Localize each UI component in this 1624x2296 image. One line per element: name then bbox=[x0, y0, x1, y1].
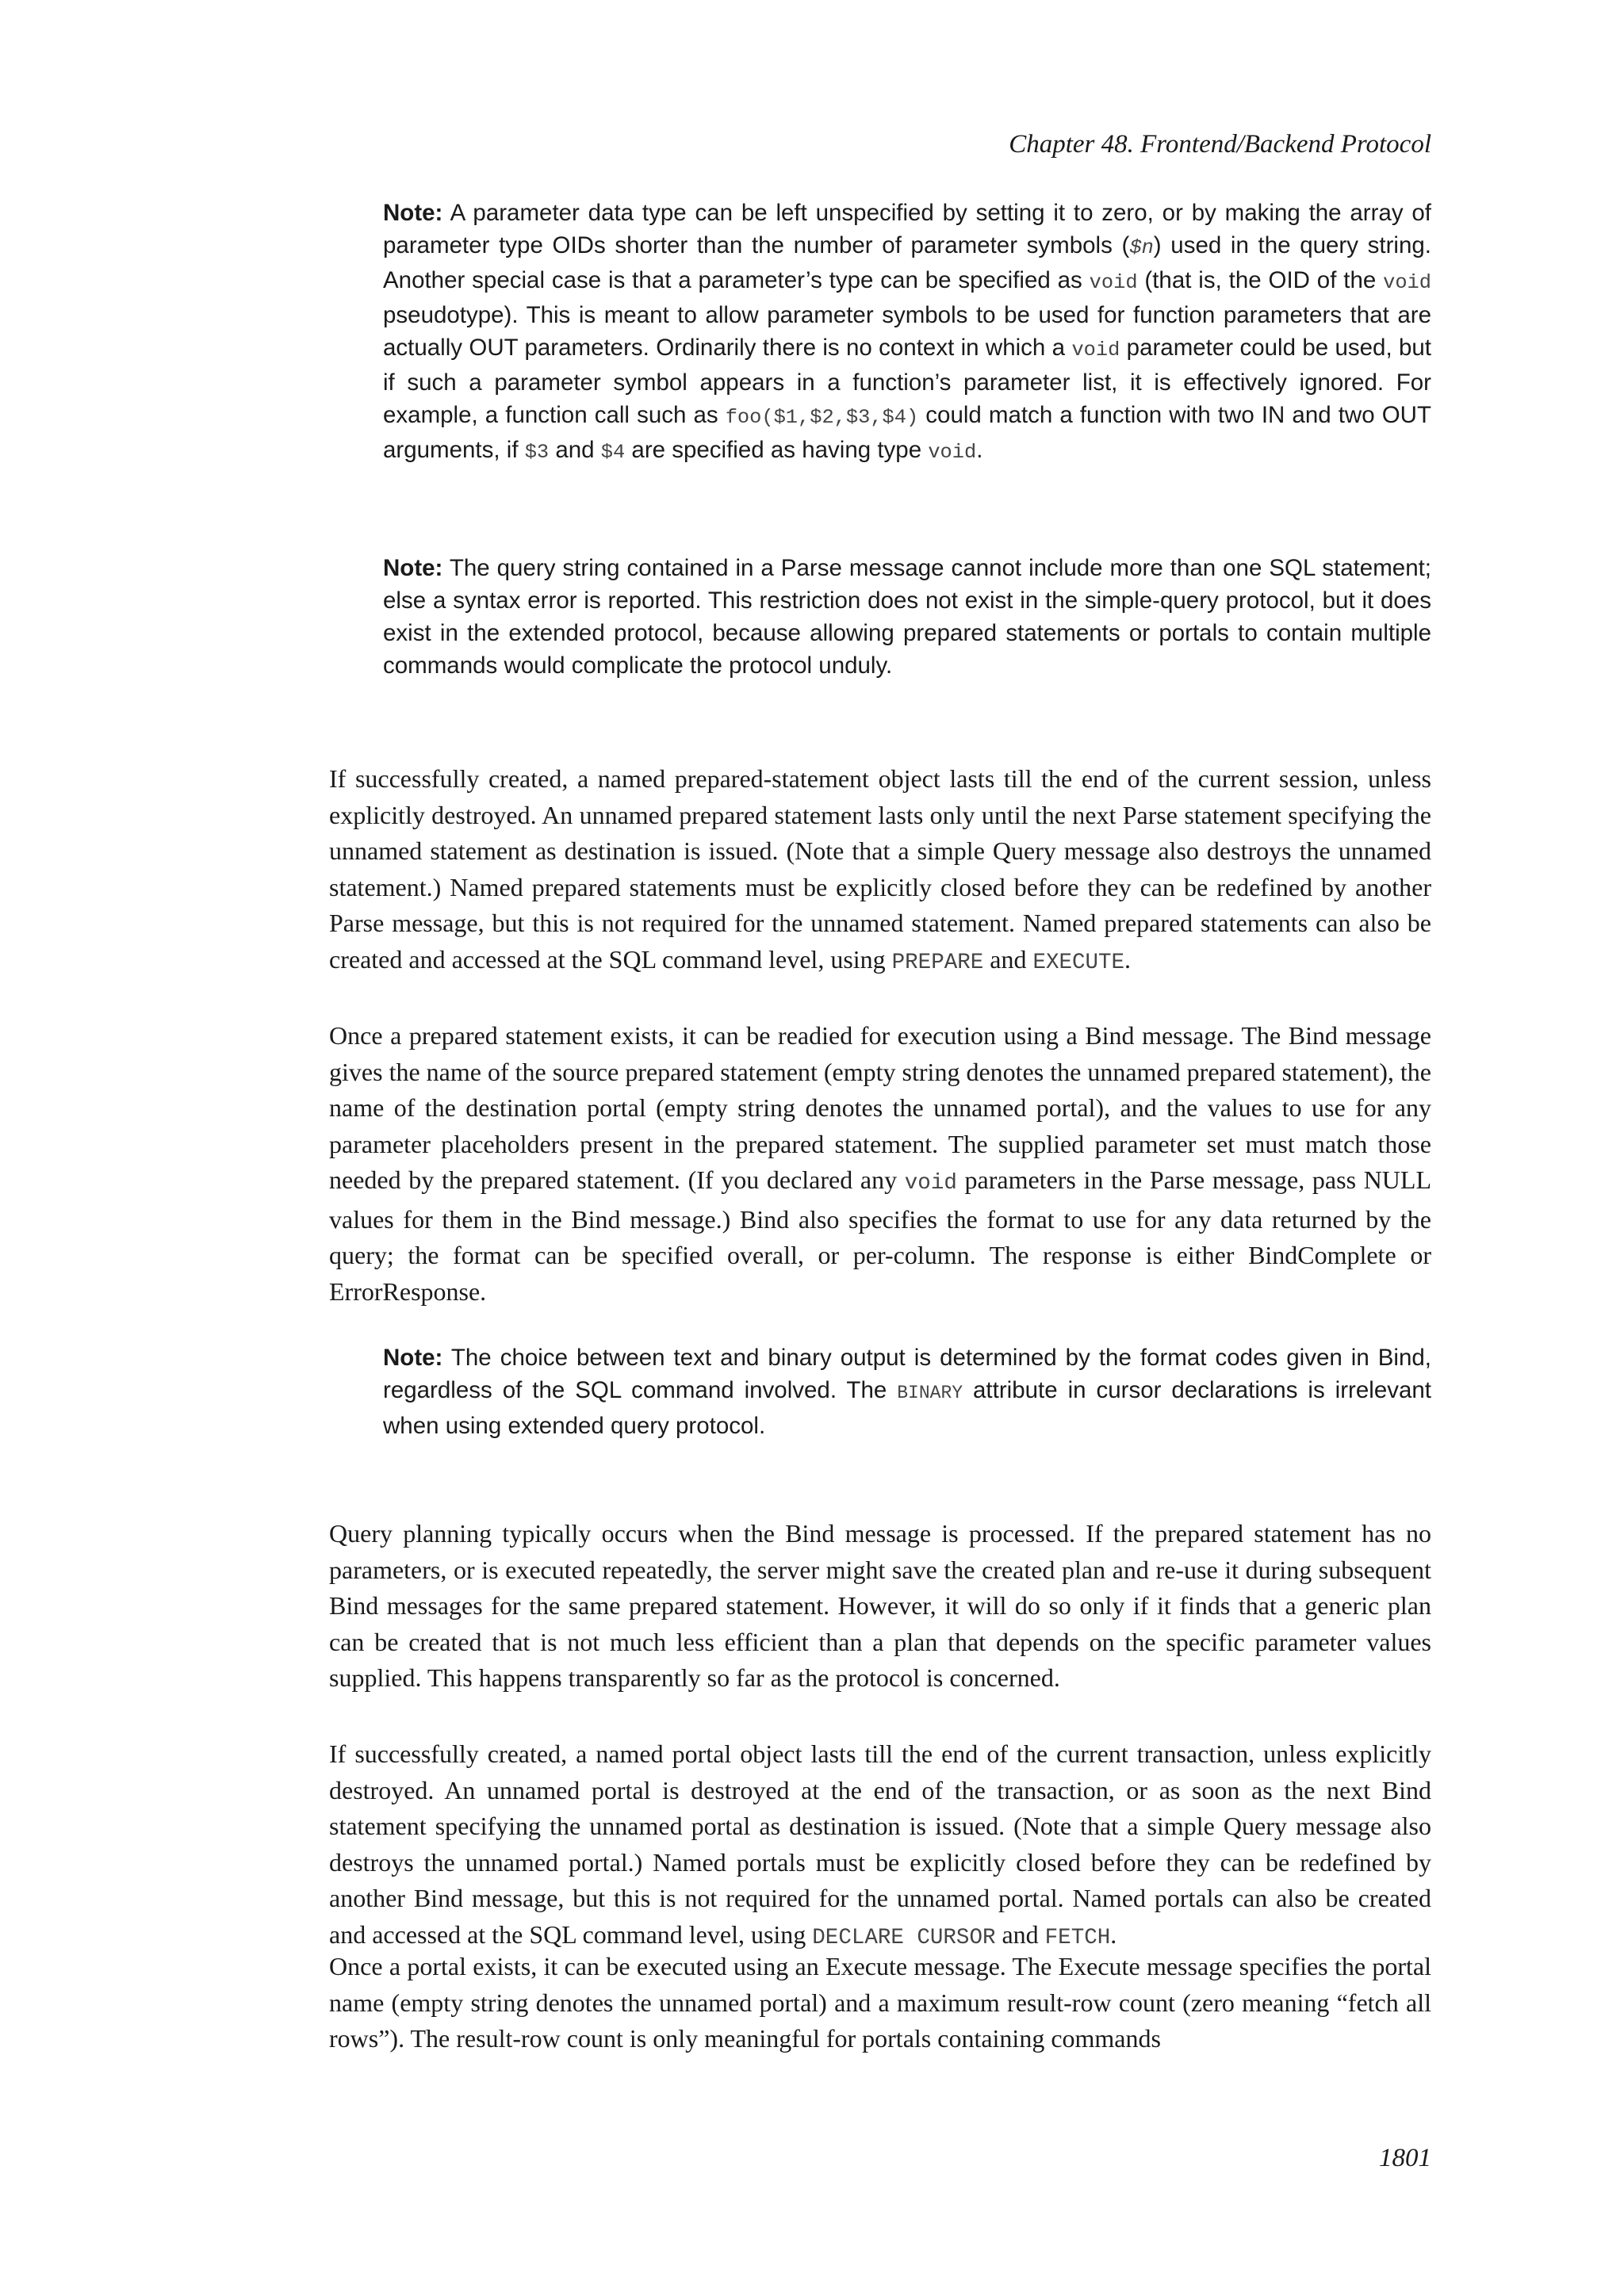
text: and bbox=[549, 437, 601, 463]
note-label: Note: bbox=[383, 1345, 443, 1371]
code: FETCH bbox=[1044, 1925, 1111, 1950]
text: . bbox=[1110, 1919, 1117, 1949]
page-number: 1801 bbox=[1379, 2144, 1431, 2172]
code: $n bbox=[1129, 236, 1154, 259]
text: A parameter data type can be left unspecified by setting it to zero, or by making the array of parameter type OIDs shorter than the number of parameter symbols ( bbox=[383, 200, 1431, 258]
code: PREPARE bbox=[891, 950, 984, 975]
code: EXECUTE bbox=[1032, 950, 1125, 975]
paragraph-execute-message: Once a portal exists, it can be executed using an Execute message. The Execute message specifies the portal name (empty string denotes the unnamed portal) and a maximum result-row count (zero meaning “fetch all rows”). The result-row count is only meaningful for portals containing commands bbox=[329, 1952, 1431, 2053]
text: parameter could be used, but if such a parameter symbol appears in a function’s parameter list, it is effectively ignored. For example, a function call such as bbox=[383, 335, 1431, 428]
text: and bbox=[983, 944, 1033, 974]
text: and bbox=[995, 1919, 1045, 1949]
text: (that is, the OID of the bbox=[1137, 267, 1384, 293]
code: BINARY bbox=[897, 1383, 963, 1403]
code: $3 bbox=[524, 441, 550, 464]
paragraph-prepared-statement-lifetime bbox=[329, 761, 1431, 981]
text: are specified as having type bbox=[625, 437, 929, 463]
code: void bbox=[1383, 271, 1431, 294]
code: void bbox=[1071, 339, 1120, 362]
note-label: Note: bbox=[383, 200, 443, 226]
note-label: Note: bbox=[383, 555, 443, 581]
code: DECLARE CURSOR bbox=[812, 1925, 996, 1950]
text: The choice between text and binary output is determined by the format codes given in Bind, regardless of the SQL command involved. The bbox=[383, 1345, 1431, 1403]
note-binary-output bbox=[383, 1341, 1431, 1442]
code: $4 bbox=[600, 441, 626, 464]
note-parameter-types bbox=[383, 197, 1431, 469]
text: Once a prepared statement exists, it can be readied for execution using a Bind message. The Bind message gives the name of the source prepared statement (empty string denotes the unnamed prepared statement), the name of the destination portal (empty string denotes the unnamed portal), and the values to use for any parameter placeholders present in the prepared statement. The supplied parameter set must match those needed by the prepared statement. (If you declared any bbox=[329, 1021, 1431, 1194]
text: attribute in cursor declarations is irrelevant when using extended query protocol. bbox=[383, 1377, 1432, 1439]
text: . bbox=[976, 437, 983, 463]
code: void bbox=[1089, 271, 1138, 294]
text: The query string contained in a Parse message cannot include more than one SQL statement; else a syntax error is reported. This restriction does not exist in the simple-query protocol, but it does exist in the extended protocol, because allowing prepared statements or portals to contain multiple commands would complicate the protocol unduly. bbox=[383, 555, 1431, 679]
note-single-statement bbox=[383, 552, 1431, 682]
chapter-header: Chapter 48. Frontend/Backend Protocol bbox=[1009, 130, 1431, 159]
text: could match a function with two IN and two OUT arguments, if bbox=[383, 402, 1431, 463]
text: If successfully created, a named portal object lasts till the end of the current transaction, unless explicitly destroyed. An unnamed portal is destroyed at the end of the transaction, or as soon as the next Bind statement specifying the unnamed portal as destination is issued. (Note that a simple Query message also destroys the unnamed portal.) Named portals must be explicitly closed before they can be redefined by another Bind message, but this is not required for the unnamed portal. Named portals can also be created and accessed at the SQL command level, using bbox=[329, 1739, 1431, 1949]
paragraph-portal-lifetime bbox=[329, 1736, 1431, 1956]
text: pseudotype). This is meant to allow parameter symbols to be used for function parameters that are actually OUT parameters. Ordinarily there is no context in which a bbox=[383, 302, 1431, 361]
paragraph-query-planning: Query planning typically occurs when the Bind message is processed. If the prepared statement has no parameters, or is executed repeatedly, the server might save the created plan and re-use it during subsequent Bind messages for the same prepared statement. However, it will do so only if it finds that a generic plan can be created that is not much less efficient than a plan that depends on the specific parameter values supplied. This happens transparently so far as the protocol is concerned. bbox=[329, 1519, 1431, 1692]
code: void bbox=[904, 1171, 957, 1196]
text: parameters in the Parse message, pass NULL values for them in the Bind message.) Bind also specifies the format to use for any data returned by the query; the format can be specified overall, or per-column. The response is either BindComplete or ErrorResponse. bbox=[329, 1165, 1432, 1306]
paragraph-bind-message bbox=[329, 1018, 1431, 1310]
text: ) used in the query string. Another special case is that a parameter’s type can be specified as bbox=[383, 232, 1431, 293]
code: foo($1,$2,$3,$4) bbox=[725, 406, 919, 429]
text: . bbox=[1124, 944, 1132, 974]
code: void bbox=[928, 441, 977, 464]
text: If successfully created, a named prepared-statement object lasts till the end of the current session, unless explicitly destroyed. An unnamed prepared statement lasts only until the next Parse statement specifying the unnamed statement as destination is issued. (Note that a simple Query message also destroys the unnamed statement.) Named prepared statements must be explicitly closed before they can be redefined by another Parse message, but this is not required for the unnamed statement. Named prepared statements can also be created and accessed at the SQL command level, using bbox=[329, 764, 1431, 974]
